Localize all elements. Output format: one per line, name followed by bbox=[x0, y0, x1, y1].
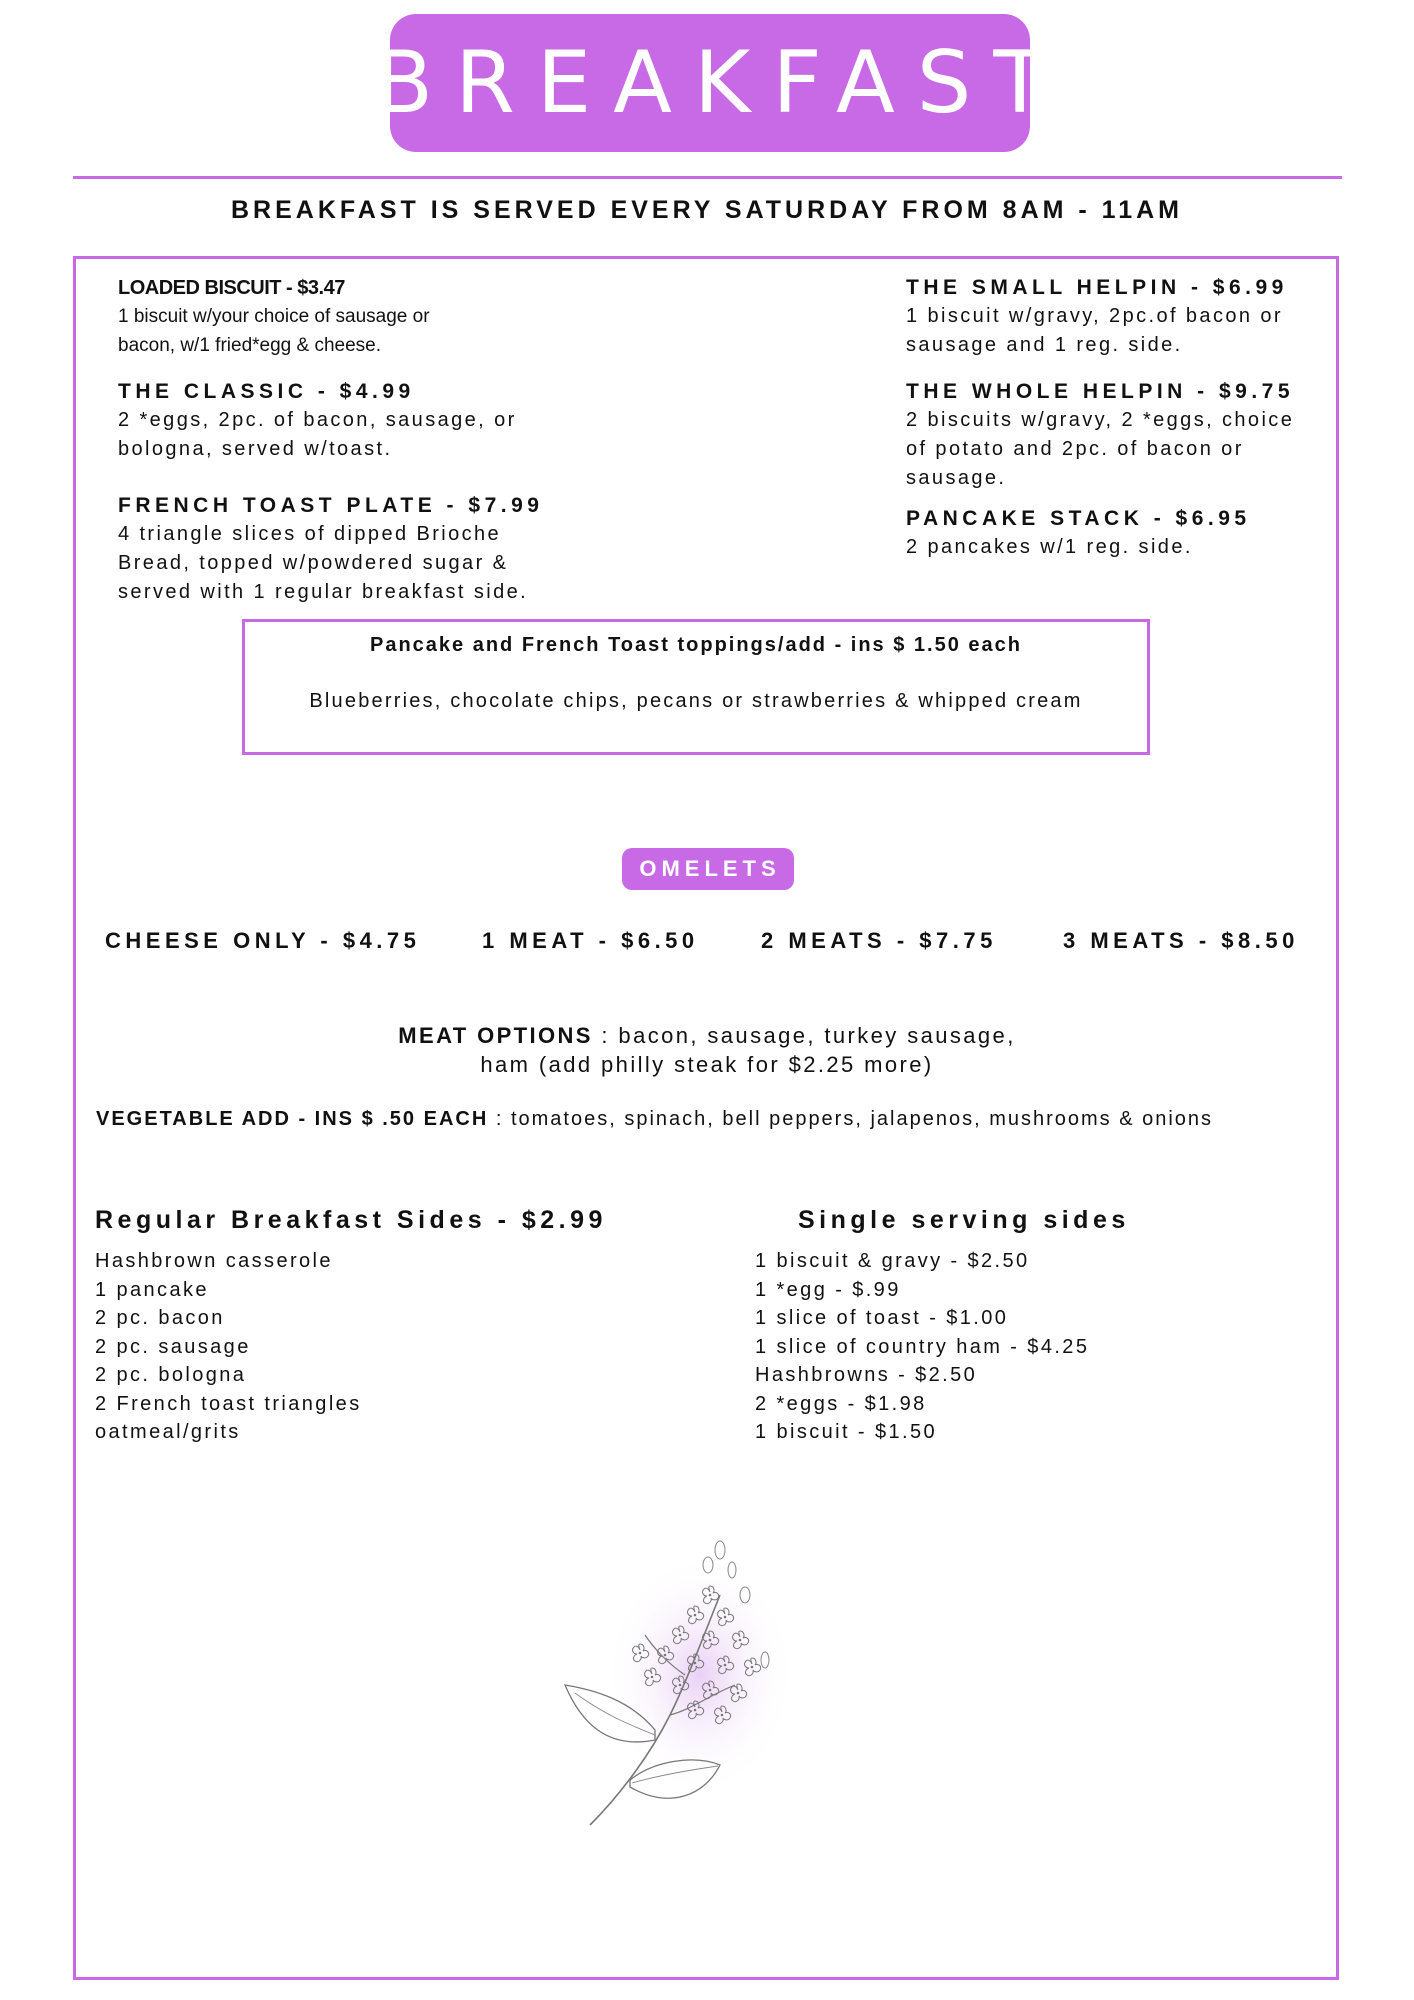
omelets-heading: OMELETS bbox=[622, 848, 794, 890]
item-desc-line: bologna, served w/toast. bbox=[118, 438, 393, 460]
item-desc-line: Bread, topped w/powdered sugar & bbox=[118, 552, 509, 574]
item-title: LOADED BISCUIT - $3.47 bbox=[118, 277, 345, 299]
title-banner bbox=[374, 14, 1068, 152]
divider-line bbox=[73, 176, 1342, 179]
item-title: THE SMALL HELPIN - $6.99 bbox=[906, 276, 1288, 299]
toppings-items: Blueberries, chocolate chips, pecans or strawberries & whipped cream bbox=[309, 690, 1083, 712]
list-item: Hashbrowns - $2.50 bbox=[755, 1364, 978, 1386]
item-desc-line: sausage. bbox=[906, 467, 1007, 489]
menu-item-the-classic bbox=[118, 378, 517, 464]
list-item: 2 *eggs - $1.98 bbox=[755, 1392, 927, 1415]
list-item: oatmeal/grits bbox=[95, 1421, 241, 1443]
item-title: FRENCH TOAST PLATE - $7.99 bbox=[118, 494, 544, 517]
single-sides-heading: Single serving sides bbox=[798, 1206, 1130, 1234]
list-item: 2 pc. bologna bbox=[95, 1364, 247, 1386]
menu-item-small-helpin bbox=[906, 274, 1288, 360]
omelet-price-1-meat: 1 MEAT - $6.50 bbox=[482, 928, 699, 953]
toppings-box bbox=[242, 619, 1150, 755]
single-sides-list bbox=[755, 1247, 1089, 1447]
menu-item-french-toast-plate bbox=[118, 492, 543, 607]
list-item: 1 slice of toast - $1.00 bbox=[755, 1307, 1009, 1329]
menu-item-pancake-stack bbox=[906, 505, 1251, 562]
item-desc-line: 2 biscuits w/gravy, 2 *eggs, choice bbox=[906, 409, 1295, 431]
list-item: 2 pc. sausage bbox=[95, 1335, 251, 1358]
item-desc-line: 2 *eggs, 2pc. of bacon, sausage, or bbox=[118, 409, 517, 431]
omelet-price-2-meats: 2 MEATS - $7.75 bbox=[761, 928, 997, 953]
meat-options-line2: ham (add philly steak for $2.25 more) bbox=[480, 1052, 934, 1077]
item-desc-line: served with 1 regular breakfast side. bbox=[118, 581, 529, 603]
vegetable-add bbox=[96, 1108, 1213, 1131]
item-title: THE WHOLE HELPIN - $9.75 bbox=[906, 380, 1295, 403]
list-item: 1 biscuit & gravy - $2.50 bbox=[755, 1250, 1030, 1272]
menu-item-whole-helpin bbox=[906, 378, 1294, 493]
item-desc-line: bacon, w/1 fried*egg & cheese. bbox=[118, 335, 382, 356]
list-item: 2 French toast triangles bbox=[95, 1392, 362, 1415]
regular-sides-heading: Regular Breakfast Sides - $2.99 bbox=[95, 1206, 607, 1234]
item-desc-line: of potato and 2pc. of bacon or bbox=[906, 438, 1244, 460]
item-desc-line: sausage and 1 reg. side. bbox=[906, 334, 1183, 356]
served-note: BREAKFAST IS SERVED EVERY SATURDAY FROM 8AM - 11AM bbox=[230, 196, 1183, 224]
item-desc-line: 2 pancakes w/1 reg. side. bbox=[906, 536, 1193, 558]
list-item: 1 slice of country ham - $4.25 bbox=[755, 1335, 1090, 1358]
page-title: BREAKFAST bbox=[374, 33, 1068, 133]
veg-add-text: : tomatoes, spinach, bell peppers, jalapenos, mushrooms & onions bbox=[488, 1108, 1214, 1130]
list-item: 2 pc. bacon bbox=[95, 1307, 225, 1329]
toppings-title: Pancake and French Toast toppings/add - ins $ 1.50 each bbox=[369, 634, 1022, 656]
list-item: Hashbrown casserole bbox=[95, 1250, 333, 1272]
item-title: PANCAKE STACK - $6.95 bbox=[906, 507, 1251, 530]
omelet-price-cheese-only: CHEESE ONLY - $4.75 bbox=[105, 928, 421, 953]
list-item: 1 *egg - $.99 bbox=[755, 1278, 901, 1301]
menu-item-loaded-biscuit bbox=[118, 274, 430, 360]
list-item: 1 biscuit - $1.50 bbox=[755, 1421, 937, 1443]
item-desc-line: 1 biscuit w/your choice of sausage or bbox=[118, 306, 430, 327]
veg-add-label: VEGETABLE ADD - INS $ .50 EACH bbox=[96, 1108, 489, 1130]
meat-options bbox=[0, 1021, 1414, 1079]
regular-sides-list bbox=[95, 1247, 362, 1447]
meat-options-label: MEAT OPTIONS bbox=[398, 1023, 593, 1048]
lilac-flower-icon bbox=[560, 1525, 820, 1855]
item-title: THE CLASSIC - $4.99 bbox=[118, 380, 415, 403]
meat-options-line1: : bacon, sausage, turkey sausage, bbox=[592, 1023, 1016, 1048]
list-item: 1 pancake bbox=[95, 1278, 209, 1301]
omelet-price-3-meats: 3 MEATS - $8.50 bbox=[1063, 928, 1299, 953]
item-desc-line: 1 biscuit w/gravy, 2pc.of bacon or bbox=[906, 305, 1283, 327]
item-desc-line: 4 triangle slices of dipped Brioche bbox=[118, 523, 502, 545]
